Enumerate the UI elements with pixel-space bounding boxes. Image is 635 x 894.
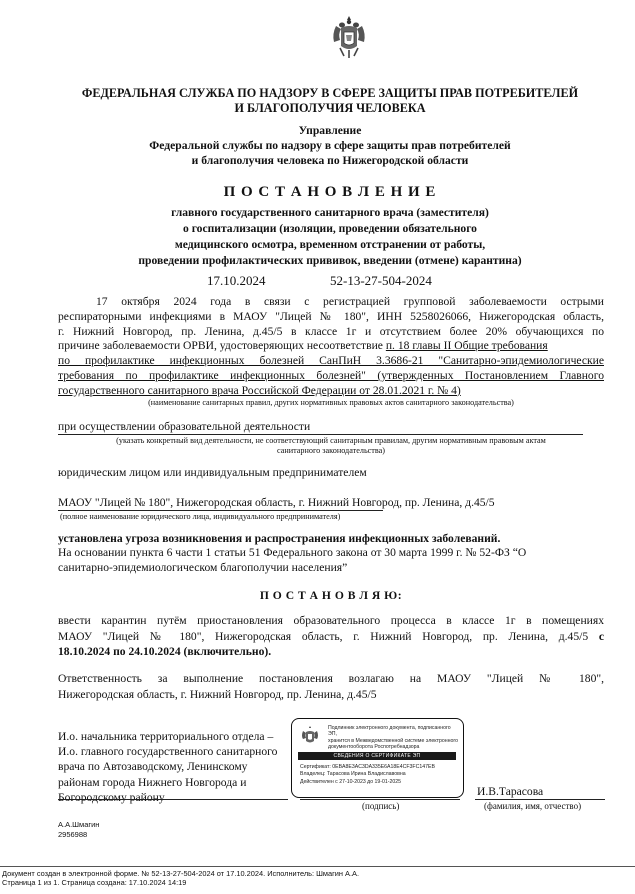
- signature-rule: [300, 799, 460, 800]
- footer-line-1: Документ создан в электронной форме. № 52-13-27-504-2024 от 17.10.2024. Исполнитель: Шмагин А.А.: [2, 869, 360, 878]
- dept-line-3: и благополучия человека по Нижегородской области: [191, 154, 469, 167]
- activity-rule: [58, 434, 583, 435]
- p1-line-5: по профилактике инфекционных болезней СанПиН 3.3686-21 "Санитарно-эпидемиологические: [58, 354, 604, 368]
- agency-line-1: ФЕДЕРАЛЬНАЯ СЛУЖБА ПО НАДЗОРУ В СФЕРЕ ЗАЩИТЫ ПРАВ ПОТРЕБИТЕЛЕЙ: [81, 86, 579, 100]
- position-line-4: районам города Нижнего Новгорода и: [58, 775, 247, 789]
- caption-entity: (полное наименование юридического лица, индивидуального предпринимателя): [60, 512, 341, 521]
- p1-line-2: респираторными инфекциями в МАОУ "Лицей № 180", ИНН 5258026066, Нижегородская область,: [58, 309, 604, 323]
- subtitle-line-1: главного государственного санитарного врача (заместителя): [171, 206, 489, 219]
- page-footer: [2, 869, 632, 887]
- stamp-info-line-1: Подлинник электронного документа, подписанного ЭП,: [328, 725, 451, 738]
- entity-type: юридическим лицом или индивидуальным предпринимателем: [58, 466, 367, 479]
- author-name: А.А.Шмагин: [58, 820, 100, 829]
- coat-of-arms-emblem: [328, 12, 370, 62]
- r2-line-2: Нижегородская область, г. Нижний Новгород, пр. Ленина, д.45/5: [58, 687, 377, 701]
- p1-line-7: государственного санитарного врача Российской Федерации от 28.01.2021 г. № 4): [58, 383, 461, 397]
- r1-line-3: 18.10.2024 по 24.10.2024 (включительно).: [58, 645, 272, 658]
- position-line-1: И.о. начальника территориального отдела –: [58, 730, 274, 743]
- document-subtitle: [30, 205, 630, 269]
- document-title: П О С Т А Н О В Л Е Н И Е: [223, 184, 437, 200]
- subtitle-line-2: о госпитализации (изоляции, проведении обязательного: [183, 222, 477, 235]
- dept-line-2: Федеральной службы по надзору в сфере защиты прав потребителей: [149, 139, 511, 152]
- position-rule: [58, 799, 288, 800]
- stamp-info-line-2: хранится в Межведомственной системе электронного: [328, 737, 458, 744]
- r1-line-2b: с: [598, 629, 604, 643]
- subtitle-line-3: медицинского осмотра, временном отстранении от работы,: [174, 238, 486, 251]
- agency-header: [20, 86, 635, 116]
- stamp-header-bar: СВЕДЕНИЯ О СЕРТИФИКАТЕ ЭП: [298, 752, 456, 760]
- dept-line-1: Управление: [298, 124, 362, 137]
- p1-line-4: [58, 339, 604, 354]
- department-header: [30, 123, 630, 168]
- stamp-cert: Сертификат: 0EBA8E3AC3DA335E6A18E4CF3FC147EB: [300, 764, 435, 770]
- position-line-3: врача по Автозаводскому, Ленинскому: [58, 760, 248, 774]
- document-date: 17.10.2024: [207, 273, 266, 288]
- r1-line-2a: МАОУ "Лицей № 180", Нижегородская область, г. Нижний Новгород, пр. Ленина, д.45/5: [58, 629, 599, 643]
- grounds-paragraph: [58, 295, 604, 399]
- caption-activity-line-2: санитарного законодательства): [276, 446, 386, 455]
- caption-signature: (подпись): [362, 801, 400, 811]
- author-phone: 2956988: [58, 829, 88, 839]
- footer-rule: [0, 866, 635, 867]
- stamp-info: [328, 725, 458, 751]
- p1-line-3: г. Нижний Новгород, пр. Ленина, д.45/5 в классе 1г и отсутствием более 20% обучающихся по: [58, 324, 604, 338]
- stamp-info-line-3: документооборота Роспотребнадзора: [328, 744, 420, 751]
- signatory-position: [58, 729, 308, 805]
- p1-line-4a: причине заболеваемости ОРВИ, удостоверяющих несоответствие: [58, 339, 386, 353]
- stamp-valid: Действителен с 27-10-2023 до 19-01-2025: [300, 778, 402, 785]
- signatory-name: И.В.Тарасова: [477, 785, 544, 798]
- r1-line-2: [58, 629, 604, 645]
- document-number: 52-13-27-504-2024: [330, 273, 432, 288]
- r2-line-1: Ответственность за выполнение постановления возлагаю на МАОУ "Лицей № 180",: [58, 672, 604, 685]
- position-line-5: Богородскому району: [58, 790, 165, 804]
- p1-line-6: требования по профилактике инфекционных болезней" (утвержденных Постановлением Главного: [58, 368, 604, 382]
- resolution-paragraph: [58, 613, 604, 660]
- resolve-heading: П О С Т А Н О В Л Я Ю:: [259, 589, 403, 602]
- stamp-cert-details: [300, 764, 460, 786]
- stamp-emblem-icon: [300, 724, 320, 748]
- agency-line-2: И БЛАГОПОЛУЧИЯ ЧЕЛОВЕКА: [234, 101, 426, 115]
- author-info: [58, 820, 99, 839]
- stamp-owner: Владелец: Тарасова Ирина Владиславовна: [300, 771, 406, 778]
- legal-basis: [58, 546, 608, 575]
- caption-regulations: (наименование санитарных правил, других нормативных правовых актов санитарного законодательства): [148, 398, 514, 407]
- name-rule: [475, 799, 605, 800]
- subtitle-line-4: проведении профилактических прививок, введении (отмене) карантина): [138, 254, 522, 267]
- p1-line-4b: п. 18 главы II Общие требования: [385, 339, 548, 353]
- caption-activity: [58, 436, 604, 456]
- responsibility-paragraph: [58, 671, 604, 702]
- p1-line-1: 17 октября 2024 года в связи с регистрацией групповой заболеваемости острыми: [96, 295, 604, 308]
- footer-line-2: Страница 1 из 1. Страница создана: 17.10.2024 14:19: [2, 878, 187, 887]
- basis-line-1: На основании пункта 6 части 1 статьи 51 Федерального закона от 30 марта 1999 г. № 52-ФЗ “О: [58, 546, 527, 559]
- basis-line-2: санитарно-эпидемиологическом благополучии населения”: [58, 560, 348, 574]
- r1-line-1: ввести карантин путём приостановления образовательного процесса в классе 1г в помещениях: [58, 614, 604, 627]
- electronic-signature-stamp: [291, 718, 464, 798]
- activity-text: при осуществлении образовательной деятельности: [58, 420, 311, 433]
- entity-name: МАОУ "Лицей № 180", Нижегородская область, г. Нижний Новгород, пр. Ленина, д.45/5: [58, 496, 495, 509]
- entity-rule: [58, 510, 383, 511]
- position-line-2: И.о. главного государственного санитарного: [58, 745, 278, 759]
- caption-activity-line-1: (указать конкретный вид деятельности, не соответствующий санитарным правилам, другим нормативным правовым актам: [116, 436, 546, 445]
- caption-name: (фамилия, имя, отчество): [484, 801, 582, 811]
- threat-statement: установлена угроза возникновения и распространения инфекционных заболеваний.: [58, 532, 501, 545]
